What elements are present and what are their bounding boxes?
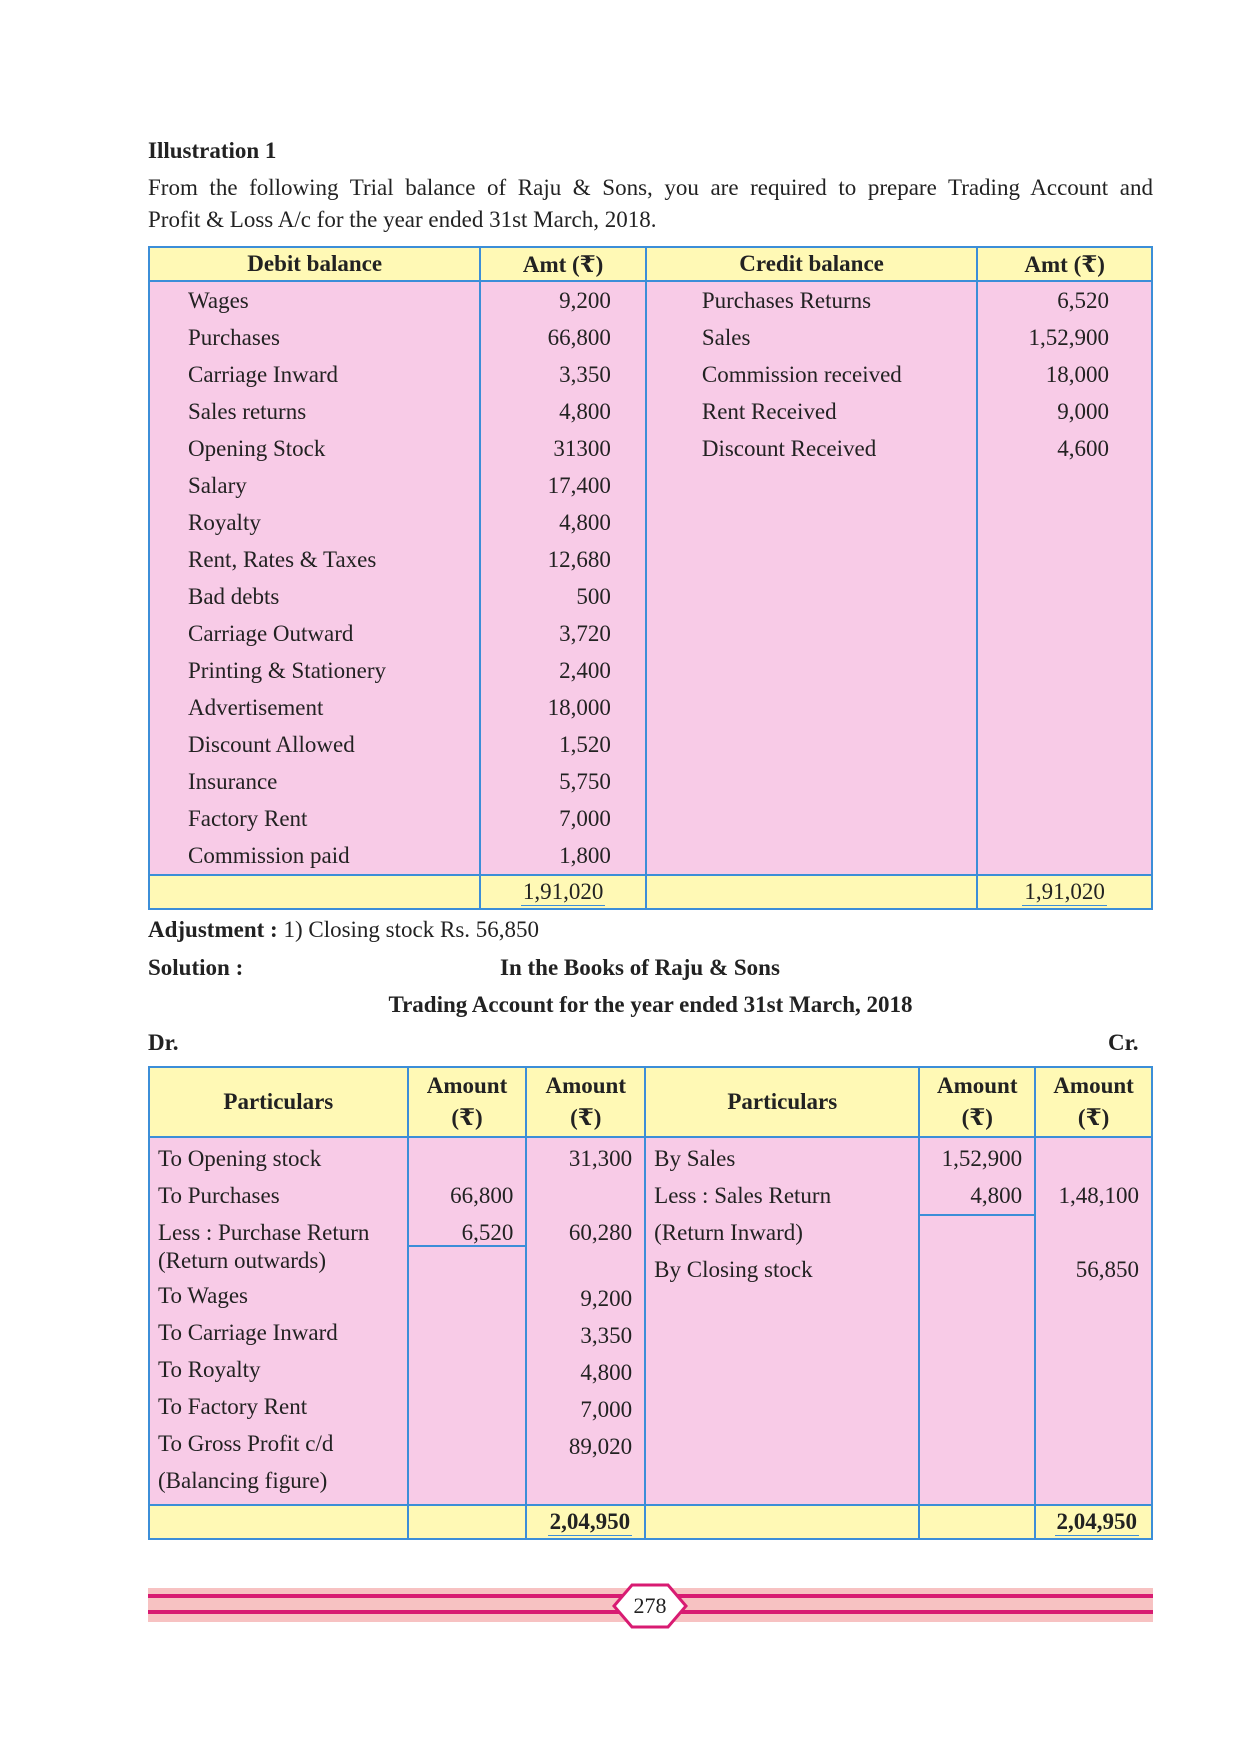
debit-item: Royalty (188, 510, 261, 535)
adjustment-line (148, 917, 539, 943)
rupee-label: (₹) (570, 1105, 602, 1130)
cr-inner-amount: 1,52,900 (941, 1146, 1023, 1171)
debit-item: Carriage Outward (188, 621, 354, 646)
dr-label: Dr. (148, 1030, 179, 1055)
credit-item: Commission received (701, 362, 902, 387)
amount-label: Amount (426, 1073, 508, 1098)
dr-outer-amounts-cell (526, 1137, 645, 1505)
cr-particular: Less : Sales Return (654, 1183, 832, 1208)
adjustment-text: 1) Closing stock Rs. 56,850 (277, 917, 540, 942)
dr-particular: To Opening stock (158, 1146, 322, 1171)
credit-amounts-cell (977, 281, 1152, 875)
cr-total-cell (1035, 1505, 1152, 1539)
dr-particular: To Royalty (158, 1357, 261, 1382)
cr-particulars-header: Particulars (645, 1067, 919, 1137)
dr-particulars-header: Particulars (149, 1067, 408, 1137)
rupee-label: (₹) (451, 1105, 483, 1130)
debit-item: Sales returns (188, 399, 307, 424)
credit-amount: 9,000 (1057, 399, 1109, 424)
trading-account-table (148, 1066, 1153, 1540)
debit-item: Purchases (188, 325, 280, 350)
debit-item: Insurance (188, 769, 278, 794)
debit-amount: 31300 (553, 436, 611, 461)
dr-outer-amount: 7,000 (580, 1397, 633, 1422)
tr-total-blank (645, 1505, 919, 1539)
dr-amount-header-2 (526, 1067, 645, 1137)
credit-item: Discount Received (701, 436, 877, 461)
debit-amount: 500 (576, 584, 611, 609)
adjustment-label: Adjustment : (148, 917, 278, 942)
page-number: 278 (633, 1593, 667, 1618)
debit-item: Discount Allowed (188, 732, 355, 757)
cr-outer-amount: 1,48,100 (1058, 1183, 1139, 1208)
debit-amount: 66,800 (547, 325, 611, 350)
spacer (409, 1140, 526, 1177)
debit-total-cell (480, 875, 646, 909)
intro-line-2: Profit & Loss A/c for the year ended 31st March, 2018. (148, 207, 657, 232)
debit-amount: 3,350 (559, 362, 611, 387)
debit-balance-header: Debit balance (149, 247, 480, 281)
debit-item: Bad debts (188, 584, 280, 609)
debit-amount: 9,200 (559, 288, 611, 313)
dr-amount-header-1 (408, 1067, 527, 1137)
cr-particular: By Sales (654, 1146, 736, 1171)
credit-total-cell (977, 875, 1152, 909)
debit-item: Printing & Stationery (188, 658, 387, 683)
debit-amount: 12,680 (547, 547, 611, 572)
dr-outer-amount: 9,200 (580, 1286, 633, 1311)
cr-outer-amount: 56,850 (1075, 1257, 1139, 1282)
dr-total-cell (526, 1505, 645, 1539)
spacer (1036, 1140, 1151, 1177)
debit-amount: 3,720 (559, 621, 611, 646)
debit-total: 1,91,020 (522, 878, 604, 904)
credit-total: 1,91,020 (1024, 878, 1105, 904)
intro-paragraph (148, 172, 1153, 236)
dr-particular: To Carriage Inward (158, 1320, 338, 1345)
spacer (1036, 1214, 1151, 1251)
dr-total: 2,04,950 (549, 1508, 631, 1534)
debit-item: Carriage Inward (188, 362, 339, 387)
trading-account-title: Trading Account for the year ended 31st March, 2018 (388, 992, 913, 1017)
dr-particulars-cell (149, 1137, 408, 1505)
dr-particular: To Wages (158, 1283, 249, 1308)
tr-total-blank (149, 1505, 408, 1539)
cr-amount-header-1 (919, 1067, 1035, 1137)
cr-label: Cr. (1108, 1030, 1139, 1055)
credit-item: Purchases Returns (701, 288, 872, 313)
cr-total: 2,04,950 (1056, 1508, 1137, 1534)
dr-inner-amounts-cell (408, 1137, 527, 1505)
credit-item: Rent Received (701, 399, 837, 424)
debit-names-cell (149, 281, 480, 875)
amount-label: Amount (936, 1073, 1018, 1098)
credit-item: Sales (701, 325, 751, 350)
dr-particular: (Return outwards) (158, 1248, 326, 1273)
debit-amount: 2,400 (559, 658, 611, 683)
cr-particulars-cell (645, 1137, 919, 1505)
illustration-title: Illustration 1 (148, 138, 277, 163)
credit-amount: 6,520 (1057, 288, 1109, 313)
cr-amount-header-2 (1035, 1067, 1152, 1137)
debit-item: Rent, Rates & Taxes (188, 547, 377, 572)
solution-label: Solution : (148, 955, 244, 980)
debit-amt-header: Amt (₹) (480, 247, 646, 281)
debit-amount: 4,800 (559, 399, 611, 424)
tb-total-blank (646, 875, 977, 909)
cr-particular: (Return Inward) (654, 1220, 803, 1245)
debit-amount: 7,000 (559, 806, 611, 831)
dr-outer-amount: 60,280 (568, 1220, 633, 1245)
tr-total-blank (408, 1505, 527, 1539)
credit-amount: 18,000 (1045, 362, 1109, 387)
dr-particular: (Balancing figure) (158, 1468, 328, 1493)
dr-inner-amount: 6,520 (409, 1214, 526, 1247)
dr-outer-amount: 4,800 (580, 1360, 633, 1385)
tr-total-blank (919, 1505, 1035, 1539)
dr-outer-amount: 3,350 (580, 1323, 633, 1348)
debit-amount: 18,000 (547, 695, 611, 720)
debit-amount: 5,750 (559, 769, 611, 794)
credit-names-cell (646, 281, 977, 875)
cr-inner-amounts-cell (919, 1137, 1035, 1505)
dr-outer-amount: 89,020 (568, 1434, 633, 1459)
debit-amount: 1,800 (559, 843, 611, 868)
dr-particular: Less : Purchase Return (158, 1220, 370, 1245)
debit-item: Wages (188, 288, 249, 313)
debit-amount: 17,400 (547, 473, 611, 498)
credit-amount: 1,52,900 (1028, 325, 1109, 350)
debit-item: Advertisement (188, 695, 324, 720)
cr-outer-amounts-cell (1035, 1137, 1152, 1505)
debit-item: Opening Stock (188, 436, 326, 461)
debit-item: Salary (188, 473, 247, 498)
dr-inner-amount: 66,800 (450, 1183, 514, 1208)
debit-item: Factory Rent (188, 806, 308, 831)
debit-item: Commission paid (188, 843, 350, 868)
dr-particular: To Factory Rent (158, 1394, 308, 1419)
cr-inner-amount: 4,800 (920, 1177, 1034, 1216)
debit-amount: 1,520 (559, 732, 611, 757)
spacer (527, 1177, 644, 1214)
credit-balance-header: Credit balance (646, 247, 977, 281)
dr-particular: To Purchases (158, 1183, 280, 1208)
books-title: In the Books of Raju & Sons (500, 955, 780, 980)
credit-amt-header: Amt (₹) (977, 247, 1152, 281)
rupee-label: (₹) (961, 1105, 993, 1130)
spacer (527, 1245, 644, 1277)
credit-amount: 4,600 (1057, 436, 1109, 461)
intro-line-1: From the following Trial balance of Raju & Sons, you are required to prepare Trading Account and (148, 175, 1153, 200)
debit-amounts-cell (480, 281, 646, 875)
trial-balance-table (148, 246, 1153, 910)
amount-label: Amount (1053, 1073, 1134, 1098)
rupee-label: (₹) (1077, 1105, 1110, 1130)
cr-particular: By Closing stock (654, 1257, 813, 1282)
tb-total-blank (149, 875, 480, 909)
debit-amount: 4,800 (559, 510, 611, 535)
dr-outer-amount: 31,300 (568, 1146, 633, 1171)
amount-label: Amount (545, 1073, 626, 1098)
dr-particular: To Gross Profit c/d (158, 1431, 334, 1456)
